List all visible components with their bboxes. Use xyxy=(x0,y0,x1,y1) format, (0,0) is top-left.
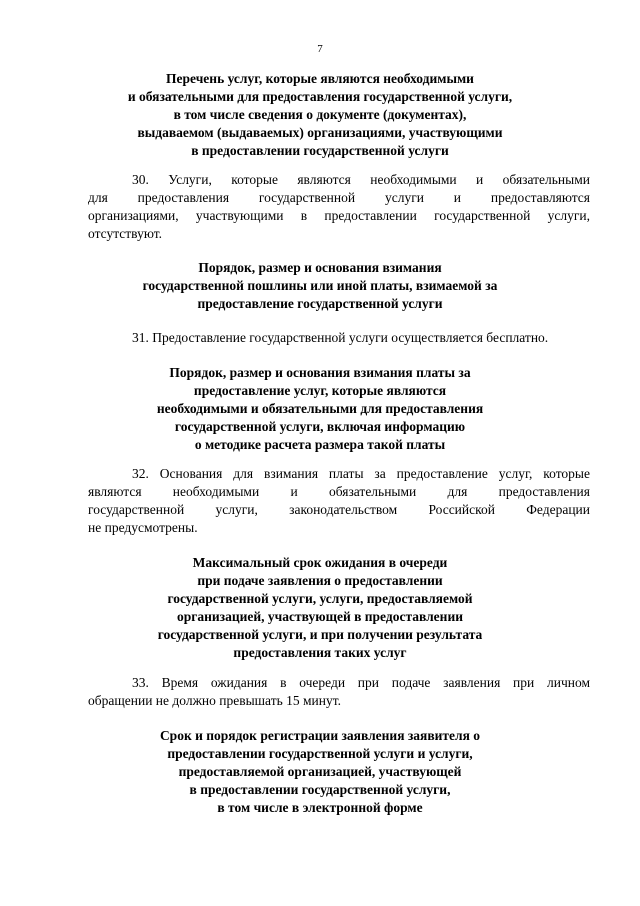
heading-line: в предоставлении государственной услуги xyxy=(191,143,449,158)
heading-line: государственной услуги, и при получении результата xyxy=(157,627,483,642)
section-heading-registration xyxy=(100,727,540,817)
paragraph-line: обращении не должно превышать 15 минут. xyxy=(88,693,341,708)
heading-line: организацией, участвующей в предоставлении xyxy=(176,609,464,624)
section-heading-services-list xyxy=(100,70,540,160)
page-number: 7 xyxy=(317,43,323,55)
heading-line: Срок и порядок регистрации заявления заявителя о xyxy=(159,728,481,743)
heading-line: в предоставлении государственной услуги, xyxy=(189,782,451,797)
heading-line: Перечень услуг, которые являются необходимыми xyxy=(166,71,474,86)
heading-line: необходимыми и обязательными для предоставления xyxy=(156,401,484,416)
section-heading-queue-time xyxy=(100,554,540,662)
paragraph-line: 30. Услуги, которые являются необходимыми и обязательными xyxy=(132,172,590,187)
section-heading-payment-for-services xyxy=(100,364,540,454)
paragraph-line: не предусмотрены. xyxy=(88,520,198,535)
heading-line: государственной услуги, услуги, предоставляемой xyxy=(167,591,473,606)
heading-line: выдаваемом (выдаваемых) организациями, участвующими xyxy=(137,125,503,140)
heading-line: в том числе в электронной форме xyxy=(217,800,423,815)
section-heading-state-fee xyxy=(100,259,540,313)
heading-line: и обязательными для предоставления государственной услуги, xyxy=(127,89,513,104)
heading-line: предоставления таких услуг xyxy=(233,645,407,660)
heading-line: предоставление государственной услуги xyxy=(197,296,443,311)
paragraph-line: 31. Предоставление государственной услуги осуществляется бесплатно. xyxy=(132,330,549,345)
paragraph-32 xyxy=(88,465,590,537)
heading-line: государственной услуги, включая информацию xyxy=(174,419,466,434)
heading-line: предоставление услуг, которые являются xyxy=(193,383,447,398)
paragraph-line: для предоставления государственной услуги и предоставляются xyxy=(88,190,590,205)
paragraph-line: отсутствуют. xyxy=(88,226,162,241)
heading-line: государственной пошлины или иной платы, взимаемой за xyxy=(142,278,498,293)
heading-line: Порядок, размер и основания взимания платы за xyxy=(169,365,471,380)
paragraph-line: 32. Основания для взимания платы за предоставление услуг, которые xyxy=(132,466,590,481)
heading-line: при подаче заявления о предоставлении xyxy=(197,573,443,588)
heading-line: предоставляемой организацией, участвующей xyxy=(178,764,462,779)
paragraph-line: государственной услуги, законодательством Российской Федерации xyxy=(88,502,590,517)
paragraph-30 xyxy=(88,171,590,243)
paragraph-line: 33. Время ожидания в очереди при подаче заявления при личном xyxy=(132,675,590,690)
paragraph-line: являются необходимыми и обязательными для предоставления xyxy=(88,484,590,499)
heading-line: Максимальный срок ожидания в очереди xyxy=(192,555,448,570)
paragraph-33 xyxy=(88,674,590,710)
heading-line: о методике расчета размера такой платы xyxy=(194,437,446,452)
heading-line: Порядок, размер и основания взимания xyxy=(198,260,442,275)
heading-line: в том числе сведения о документе (документах), xyxy=(173,107,467,122)
paragraph-line: организациями, участвующими в предоставлении государственной услуги, xyxy=(88,208,590,223)
heading-line: предоставлении государственной услуги и услуги, xyxy=(167,746,473,761)
paragraph-31 xyxy=(88,329,590,347)
